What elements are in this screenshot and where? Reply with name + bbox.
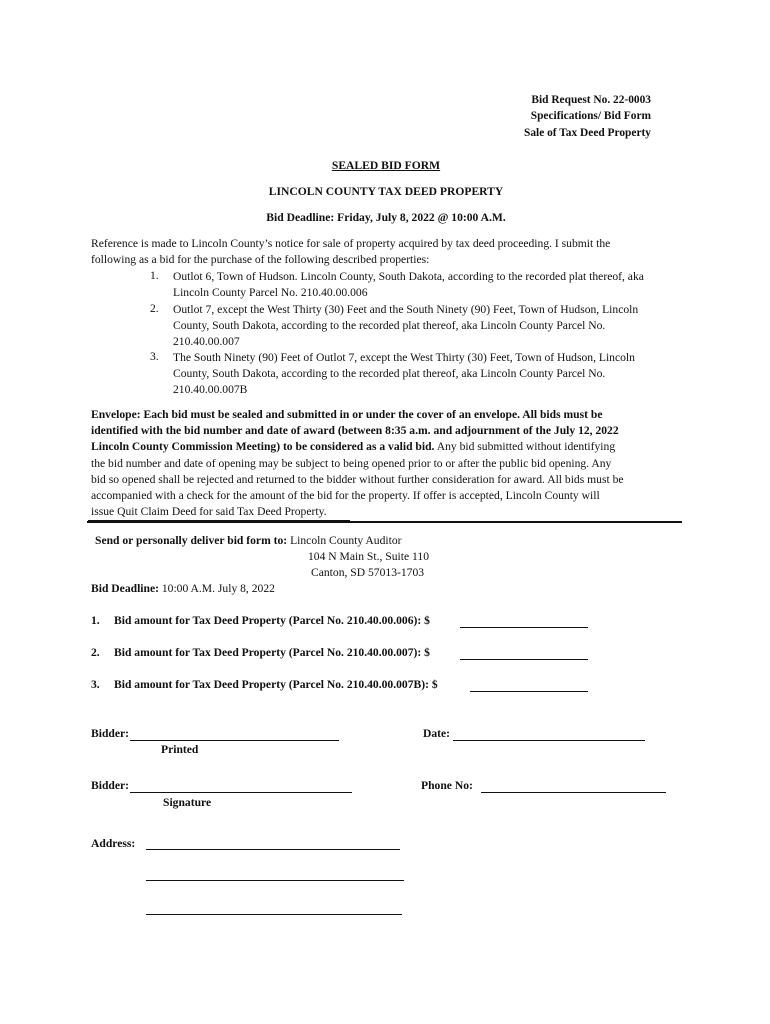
signature-caption: Signature: [163, 796, 212, 809]
phone-field[interactable]: [481, 792, 666, 793]
property-3-line-1: The South Ninety (90) Feet of Outlot 7, except the West Thirty (30) Feet, Town of Hudson, Lincoln: [173, 351, 635, 364]
bid-3-label: Bid amount for Tax Deed Property (Parcel No. 210.40.00.007B): $: [114, 678, 438, 691]
bid-deadline-line: [91, 582, 275, 595]
intro-line-2: following as a bid for the purchase of the following described properties:: [91, 253, 430, 266]
bid-deadline-label: Bid Deadline:: [91, 582, 159, 595]
section-divider: [87, 521, 682, 523]
address-label: Address:: [91, 837, 136, 850]
envelope-line-3-normal: Any bid submitted without identifying: [434, 440, 616, 453]
bid-2-amount-field[interactable]: [460, 659, 588, 660]
send-to-line: [95, 534, 402, 547]
address-field-line-3[interactable]: [146, 914, 402, 915]
bid-2-label: Bid amount for Tax Deed Property (Parcel No. 210.40.00.007): $: [114, 646, 430, 659]
specifications-label: Specifications/ Bid Form: [530, 110, 651, 122]
property-2-line-2: County, South Dakota, according to the recorded plat thereof, aka Lincoln County Parcel No.: [173, 319, 606, 332]
bid-3-number: 3.: [91, 678, 100, 691]
date-field[interactable]: [453, 740, 645, 741]
bid-2-number: 2.: [91, 646, 100, 659]
property-3-line-3: 210.40.00.007B: [173, 383, 248, 396]
intro-line-1: Reference is made to Lincoln County’s notice for sale of property acquired by tax deed proceeding. I submit the: [91, 237, 611, 250]
property-1-line-1: Outlot 6, Town of Hudson. Lincoln County, South Dakota, according to the recorded plat thereof, aka: [173, 270, 644, 283]
property-2-line-1: Outlot 7, except the West Thirty (30) Feet and the South Ninety (90) Feet, Town of Hudson, Lincoln: [173, 303, 639, 316]
envelope-line-2: identified with the bid number and date of award (between 8:35 a.m. and adjournment of the July 12, 2022: [91, 424, 619, 437]
send-to-label: Send or personally deliver bid form to:: [95, 534, 288, 547]
property-1-number: 1.: [150, 269, 159, 282]
property-3-number: 3.: [150, 350, 159, 363]
property-2-line-3: 210.40.00.007: [173, 335, 240, 348]
envelope-line-4: the bid number and date of opening may be subject to being opened prior to or after the public bid opening. Any: [91, 457, 612, 470]
envelope-line-6: accompanied with a check for the amount of the bid for the property. If offer is accepted, Lincoln County will: [91, 489, 600, 502]
bidder-signature-field[interactable]: [130, 792, 352, 793]
envelope-line-1: Envelope: Each bid must be sealed and submitted in or under the cover of an envelope. All bids must be: [91, 408, 603, 421]
auditor-city: Canton, SD 57013-1703: [311, 566, 425, 579]
envelope-line-5: bid so opened shall be rejected and returned to the bidder without further consideration for award. All bids must be: [91, 473, 624, 486]
auditor-name: Lincoln County Auditor: [287, 534, 402, 547]
bid-3-amount-field[interactable]: [470, 691, 588, 692]
bidder-printed-label: Bidder:: [91, 727, 130, 740]
bid-request-number: Bid Request No. 22-0003: [531, 94, 651, 106]
auditor-street: 104 N Main St., Suite 110: [308, 550, 429, 563]
bidder-printed-field[interactable]: [130, 740, 339, 741]
property-3-line-2: County, South Dakota, according to the recorded plat thereof, aka Lincoln County Parcel No.: [173, 367, 606, 380]
printed-caption: Printed: [161, 743, 199, 756]
bid-deadline-heading: Bid Deadline: Friday, July 8, 2022 @ 10:00 A.M.: [266, 211, 506, 224]
date-label: Date:: [423, 727, 451, 740]
property-2-number: 2.: [150, 302, 159, 315]
phone-label: Phone No:: [421, 779, 473, 792]
address-field-line-2[interactable]: [146, 880, 404, 881]
form-title: SEALED BID FORM: [331, 159, 441, 172]
bid-1-number: 1.: [91, 614, 100, 627]
envelope-line-7: issue Quit Claim Deed for said Tax Deed Property.: [91, 505, 327, 518]
bid-1-label: Bid amount for Tax Deed Property (Parcel No. 210.40.00.006): $: [114, 614, 430, 627]
form-subtitle: LINCOLN COUNTY TAX DEED PROPERTY: [268, 185, 504, 198]
sale-label: Sale of Tax Deed Property: [524, 127, 651, 139]
envelope-line-3: [91, 440, 615, 453]
address-field-line-1[interactable]: [146, 849, 400, 850]
envelope-line-3-bold: Lincoln County Commission Meeting) to be considered as a valid bid.: [91, 440, 435, 453]
bidder-signature-label: Bidder:: [91, 779, 130, 792]
property-1-line-2: Lincoln County Parcel No. 210.40.00.006: [173, 286, 368, 299]
bid-1-amount-field[interactable]: [460, 627, 588, 628]
bid-deadline-value: 10:00 A.M. July 8, 2022: [158, 582, 275, 595]
